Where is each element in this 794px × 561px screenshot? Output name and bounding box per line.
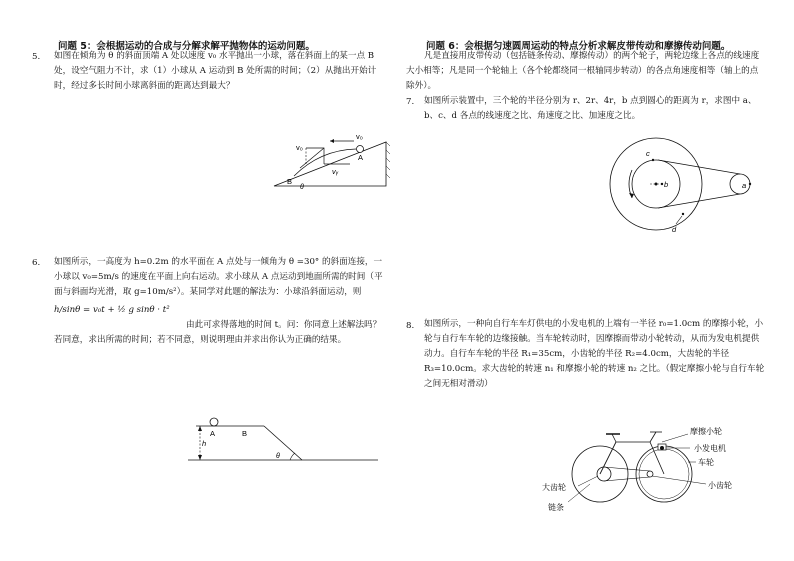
q7-point-a bbox=[749, 183, 751, 185]
q7-point-c bbox=[652, 159, 654, 161]
q5-text: 如图在倾角为 θ 的斜面顶端 A 处以速度 v₀ 水平抛出一小球，落在斜面上的某一点 B 处，设空气阻力不计，求（1）小球从 A 运动到 B 处所需的时间；（2）从抛出开始计时，经过多长时间小球离斜面的距离达到最大？ bbox=[54, 51, 377, 91]
q5-figure bbox=[270, 128, 390, 190]
q5-v0-arrowhead bbox=[330, 139, 334, 143]
q8-label-chain: 链条 bbox=[548, 503, 564, 512]
q7-number: 7. bbox=[406, 97, 415, 107]
q5-label-A: A bbox=[358, 153, 364, 162]
q6-text-a: 如图所示，一高度为 h=0.2m 的水平面在 A 点处与一倾角为 θ =30° 的斜面连接，一小球以 v₀=5m/s 的速度在平面上向右运动。求小球从 A 点运动到地面所需的时间（平面与斜面均光滑，取 g=10m/s²）。某同学对此题的解法为：小球沿斜面运动，则 bbox=[54, 257, 383, 297]
q7-figure bbox=[598, 136, 758, 236]
q8-label-friction-wheel: 摩擦小轮 bbox=[690, 427, 722, 436]
q7-label-b: b bbox=[664, 180, 669, 189]
q5-label-v0-top: v₀ bbox=[356, 132, 363, 141]
q8-big-gear bbox=[597, 467, 611, 481]
q7-label-d: d bbox=[672, 225, 677, 234]
q5-label-B: B bbox=[287, 177, 293, 186]
q6-angle-arc bbox=[290, 453, 295, 460]
q6-label-B: B bbox=[242, 429, 248, 438]
q8-leader-friction bbox=[662, 434, 688, 442]
q5-number: 5. bbox=[32, 52, 41, 62]
problem-5-heading: 问题 5：会根据运动的合成与分解求解平抛物体的运动问题。 bbox=[58, 41, 315, 52]
q8-label-small-gear: 小齿轮 bbox=[708, 481, 732, 490]
q6-ball bbox=[210, 418, 218, 426]
q8-figure bbox=[538, 418, 760, 514]
q5-slope-hatching bbox=[386, 142, 390, 178]
q8-label-big-gear: 大齿轮 bbox=[542, 483, 566, 492]
q8-leader-chain bbox=[568, 484, 590, 502]
q8-seat-post bbox=[612, 434, 616, 442]
q7-belt-bottom bbox=[658, 194, 740, 208]
q8-label-generator: 小发电机 bbox=[694, 444, 726, 453]
q7-text: 如图所示装置中，三个轮的半径分别为 r、2r、4r，b 点到圆心的距离为 r，求图中 a、b、c、d 各点的线速度之比、角速度之比、加速度之比。 bbox=[424, 96, 757, 121]
q6-formula: h/sinθ = v₀t + ½ g sinθ · t² bbox=[54, 305, 170, 315]
q8-number: 8. bbox=[406, 321, 415, 331]
q7-label-c: c bbox=[646, 149, 650, 158]
q6-label-theta: θ bbox=[276, 453, 280, 460]
q7-label-a: a bbox=[742, 181, 747, 190]
q6-label-h: h bbox=[202, 439, 207, 448]
q8-text: 如图所示，一种向自行车车灯供电的小发电机的上端有一半径 r₀=1.0cm 的摩擦小轮，小轮与自行车车轮的边缘接触。当车轮转动时，因摩擦而带动小轮转动，从而为发电机提供动力。自行车车轮的半径 R₁=35cm，小齿轮的半径 R₂=4.0cm，大齿轮的半径 R₃=10.0cm。求大齿轮的转速 n₁ 和摩擦小轮的转速 n₂ 之比。（假定摩擦小轮与自行车轮之间无相对滑动） bbox=[424, 319, 765, 389]
q8-leader-big-gear bbox=[578, 476, 598, 486]
q8-handlebar-stem bbox=[650, 432, 656, 442]
problem-6-heading: 问题 6：会根据匀速圆周运动的特点分析求解皮带传动和摩擦传动问题。 bbox=[426, 41, 731, 52]
problem-6-intro: 凡是直接用皮带传动（包括链条传动、摩擦传动）的两个轮子，两轮边缘上各点的线速度大小相等；凡是同一个轮轴上（各个轮都绕同一根轴同步转动）的各点角速度相等（轴上的点除外）。 bbox=[406, 51, 760, 91]
q5-ball bbox=[357, 146, 364, 153]
q6-label-A: A bbox=[210, 429, 216, 438]
q8-friction-wheel bbox=[660, 446, 664, 450]
q5-label-theta: θ bbox=[300, 184, 304, 190]
q8-label-wheel: 车轮 bbox=[698, 458, 714, 467]
q7-small-wheel bbox=[730, 174, 750, 194]
q5-resultant bbox=[300, 148, 324, 168]
q7-point-d bbox=[682, 213, 684, 215]
q6-height-arrow-top bbox=[198, 426, 202, 431]
q8-leader-small-gear bbox=[652, 476, 706, 484]
q6-text-b: 由此可求得落地的时间 t。问：你同意上述解法吗？若同意，求出所需的时间；若不同意，则说明理由并求出你认为正确的结果。 bbox=[54, 320, 382, 345]
q6-height-arrow-bottom bbox=[198, 455, 202, 460]
q5-label-vy: vᵧ bbox=[332, 167, 339, 176]
q7-belt-top bbox=[658, 160, 740, 174]
q6-figure bbox=[186, 414, 382, 466]
q6-number: 6. bbox=[32, 258, 41, 268]
q6-slope bbox=[264, 426, 302, 460]
q5-trajectory bbox=[294, 149, 356, 176]
q5-label-v0-left: v₀ bbox=[296, 143, 303, 152]
q7-point-b bbox=[661, 183, 663, 185]
